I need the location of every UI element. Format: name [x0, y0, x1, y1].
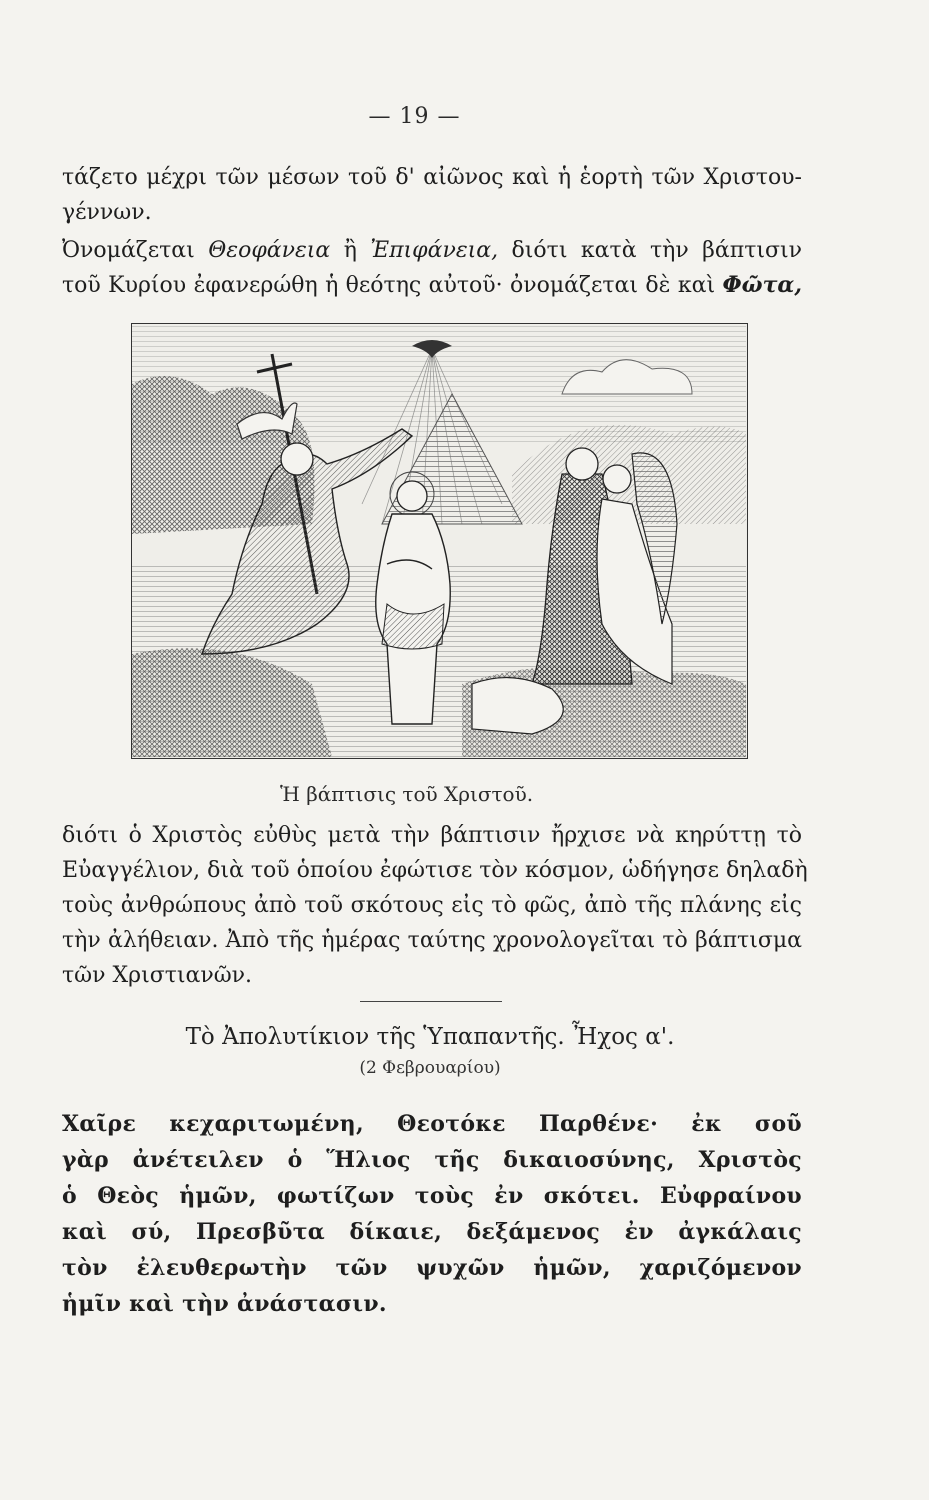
text-line: τὴν ἀλήθειαν. Ἀπὸ τῆς ἡμέρας ταύτης χρονολογεῖται τὸ βάπτισμα: [62, 928, 802, 953]
text-run: Ὀνομάζεται: [62, 238, 209, 263]
baptism-engraving: [131, 323, 748, 759]
hymn-line: καὶ σύ, Πρεσβῦτα δίκαιε, δεξάμενος ἐν ἀγκάλαις: [62, 1219, 802, 1245]
text-line: [62, 268, 802, 303]
text-run: ἢ: [330, 238, 371, 263]
text-line: Εὐαγγέλιον, διὰ τοῦ ὁποίου ἐφώτισε τὸν κόσμον, ὡδήγησε δηλαδὴ: [62, 858, 808, 883]
feast-name-fota: Φῶτα,: [722, 272, 802, 298]
hymn-line: Χαῖρε κεχαριτωμένη, Θεοτόκε Παρθένε· ἐκ σοῦ: [62, 1111, 802, 1137]
text-line: [62, 233, 802, 268]
illustration-caption: Ἡ βάπτισις τοῦ Χριστοῦ.: [280, 782, 534, 806]
hymn-line: ὁ Θεὸς ἡμῶν, φωτίζων τοὺς ἐν σκότει. Εὐφραίνου: [62, 1183, 802, 1209]
text-line: διότι ὁ Χριστὸς εὐθὺς μετὰ τὴν βάπτισιν ἤρχισε νὰ κηρύττῃ τὸ: [62, 823, 802, 848]
paragraph-christ-preaching: [62, 818, 808, 993]
paragraph-intro: [62, 160, 802, 230]
paragraph-feast-names: [62, 233, 802, 303]
page-number: — 19 —: [368, 104, 461, 129]
text-line: τοὺς ἀνθρώπους ἀπὸ τοῦ σκότους εἰς τὸ φῶς, ἀπὸ τῆς πλάνης εἰς: [62, 893, 802, 918]
text-run: τοῦ Κυρίου ἐφανερώθη ἡ θεότης αὐτοῦ· ὀνομάζεται δὲ καὶ: [62, 273, 723, 298]
text-run: διότι κατὰ τὴν βάπτισιν: [498, 238, 803, 263]
feast-name-theophania: Θεοφάνεια: [208, 238, 331, 263]
text-line: γέννων.: [62, 200, 152, 225]
section-divider: [360, 1001, 502, 1002]
hymn-date: (2 Φεβρουαρίου): [359, 1058, 501, 1078]
hymn-line: ἡμῖν καὶ τὴν ἀνάστασιν.: [62, 1291, 387, 1317]
hymn-title: Τὸ Ἀπολυτίκιον τῆς Ὑπαπαντῆς. Ἦχος α'.: [185, 1024, 675, 1050]
hymn-line: τὸν ἐλευθερωτὴν τῶν ψυχῶν ἡμῶν, χαριζόμενον: [62, 1255, 802, 1281]
hymn-line: γὰρ ἀνέτειλεν ὁ Ἥλιος τῆς δικαιοσύνης, Χριστὸς: [62, 1147, 802, 1173]
text-line: τῶν Χριστιανῶν.: [62, 963, 253, 988]
feast-name-epiphania: Ἐπιφάνεια,: [370, 238, 499, 263]
text-line: τάζετο μέχρι τῶν μέσων τοῦ δ' αἰῶνος καὶ ἡ ἑορτὴ τῶν Χριστου-: [62, 165, 802, 190]
engraving-illustration: [132, 324, 746, 757]
hymn-text: [62, 1106, 802, 1322]
